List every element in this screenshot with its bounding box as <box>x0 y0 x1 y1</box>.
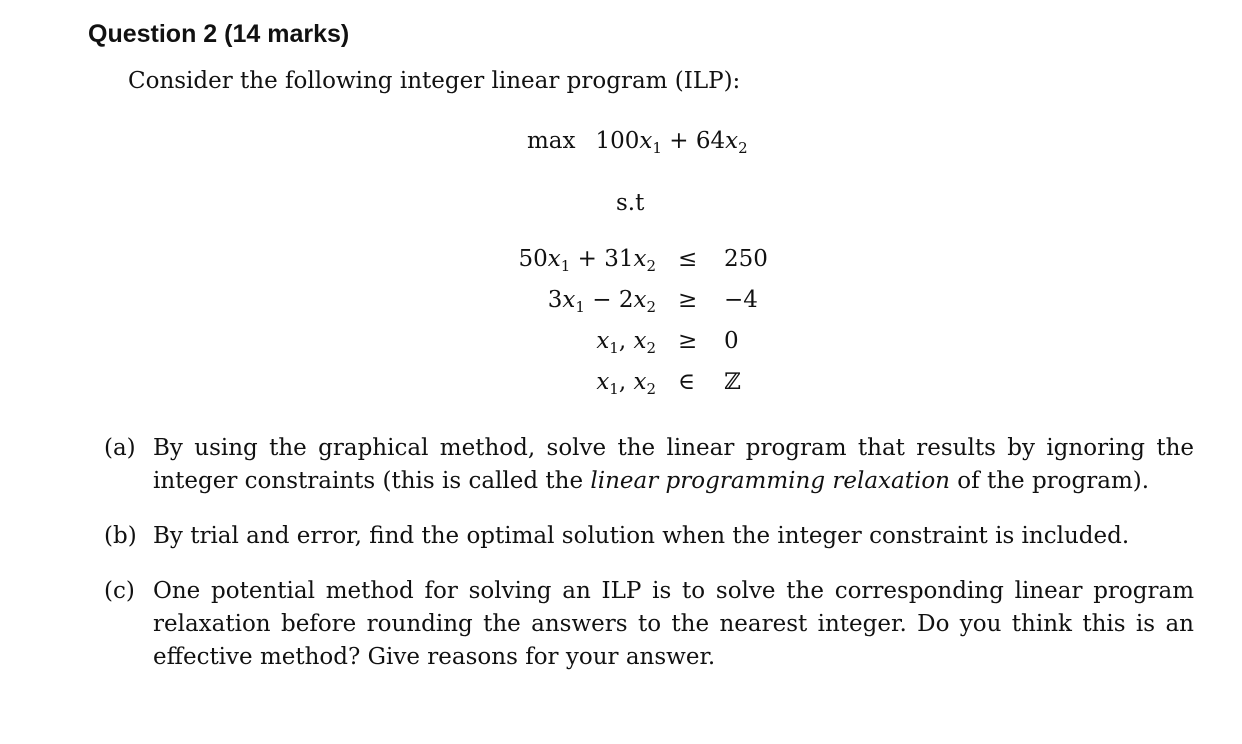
part-text: By trial and error, find the optimal solution when the integer constraint is included. <box>153 523 1130 549</box>
part-label: (a) <box>104 435 136 461</box>
intro-text: Consider the following integer linear program (ILP): <box>128 68 741 94</box>
constraints-block <box>470 246 790 410</box>
part-a <box>104 432 1194 498</box>
objective-function <box>527 128 748 157</box>
sub-2: 2 <box>738 139 748 157</box>
constraint-row <box>470 328 790 369</box>
constraint-row <box>470 287 790 328</box>
sub-1: 1 <box>652 139 662 157</box>
question-heading: Question 2 (14 marks) <box>88 20 350 48</box>
part-text: By using the graphical method, solve the linear program that results by ignoring the integer constraints (this is called the linear programming relaxation of the program). <box>153 435 1194 494</box>
var-2: x <box>725 128 739 154</box>
part-text: One potential method for solving an ILP is to solve the corresponding linear program relaxation before rounding the answers to the nearest integer. Do you think this is an effective method? Give reasons for your answer. <box>153 578 1194 670</box>
part-c <box>104 575 1194 674</box>
max-operator: max <box>527 128 576 154</box>
emphasis-term: linear programming relaxation <box>590 468 950 494</box>
constraint-relation: ≥ <box>678 328 698 354</box>
constraint-rhs: 250 <box>724 246 768 272</box>
constraint-rhs: 0 <box>724 328 739 354</box>
part-label: (c) <box>104 578 135 604</box>
part-b <box>104 520 1194 553</box>
constraint-relation: ≤ <box>678 246 698 272</box>
subject-to-label: s.t <box>616 190 645 216</box>
coef-2: 64 <box>695 128 726 154</box>
constraint-lhs: $x_1$, $x_2$ <box>596 369 656 398</box>
constraint-rhs: ℤ <box>724 369 741 395</box>
constraint-relation: ∈ <box>678 369 696 395</box>
plus-sign: + <box>661 128 696 154</box>
constraint-relation: ≥ <box>678 287 698 313</box>
constraint-lhs: $50x_1 + 31x_2$ <box>518 246 656 275</box>
part-label: (b) <box>104 523 137 549</box>
constraint-lhs: $3x_1 - 2x_2$ <box>547 287 656 316</box>
constraint-row <box>470 369 790 410</box>
constraint-lhs: $x_1$, $x_2$ <box>596 328 656 357</box>
var-1: x <box>639 128 653 154</box>
constraint-rhs: −4 <box>724 287 758 313</box>
coef-1: 100 <box>595 128 640 154</box>
question-parts <box>104 432 1194 696</box>
constraint-row <box>470 246 790 287</box>
